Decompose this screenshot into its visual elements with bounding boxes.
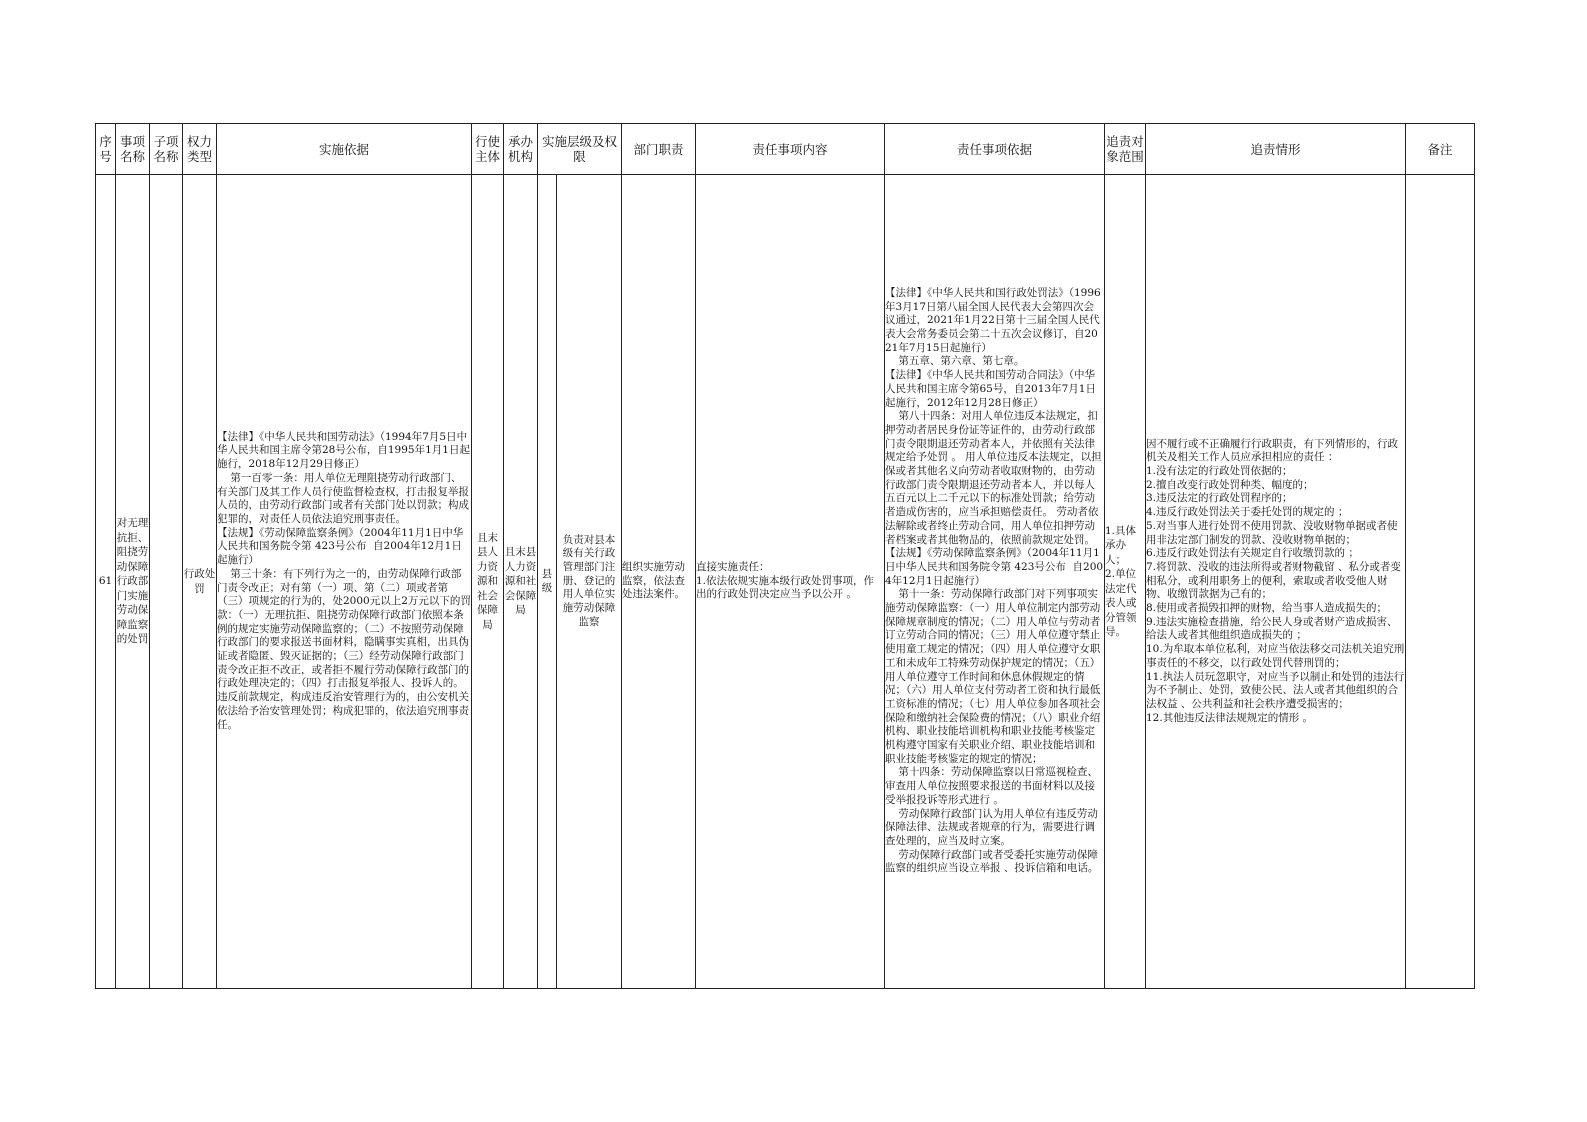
header-resp-basis: 责任事项依据 bbox=[885, 124, 1105, 175]
header-accountability-cases: 追责情形 bbox=[1146, 124, 1406, 175]
cell-resp-content: 直接实施责任： 1.依法依规实施本级行政处罚事项，作出的行政处罚决定应当予以公开 。 bbox=[696, 175, 885, 989]
header-sub-item-name: 子项名称 bbox=[150, 124, 183, 175]
cell-item-name: 对无理抗拒、阻挠劳动保障行政部门实施劳动保障监察的处罚 bbox=[116, 175, 150, 989]
header-resp-content: 责任事项内容 bbox=[696, 124, 885, 175]
responsibility-table bbox=[95, 123, 1475, 989]
cell-resp-basis: 【法律】《中华人民共和国行政处罚法》（1996年3月17日第八届全国人民代表大会第四次会议通过，2021年1月22日第十三届全国人民代表大会常务委员会第二十五次会议修订，自2021年7月15日起施行） 第五章、第六章、第七章。 【法律】《中华人民共和国劳动合同法》（中华人民共和国主席令第65号，自2013年7月1日起施行，2012年12月28日修正） 第八十四条：对用人单位违反本法规定，扣押劳动者居民身份证等证件的，由劳动行政部门责令限期退还劳动者本人，并依照有关法律规定给予处罚 。 用人单位违反本法规定，以担保或者其他名义向劳动者收取财物的，由劳动行政部门责令限期退还劳动者本人，并以每人五百元以上二千元以下的标准处罚款；给劳动者造成伤害的，应当承担赔偿责任。 劳动者依法解除或者终止劳动合同，用人单位扣押劳动者档案或者其他物品的，依照前款规定处罚。 【法规】《劳动保障监察条例》（2004年11月1日中华人民共和国务院令第 423号公布 自2004年12月1日起施行） 第十一条：劳动保障行政部门对下列事项实施劳动保障监察：（一）用人单位制定内部劳动保障规章制度的情况；（二）用人单位与劳动者订立劳动合同的情况；（三）用人单位遵守禁止使用童工规定的情况；（四）用人单位遵守女职工和未成年工特殊劳动保护规定的情况；（五）用人单位遵守工作时间和休息休假规定的情况；（六）用人单位支付劳动者工资和执行最低工资标准的情况；（七）用人单位参加各项社会保险和缴纳社会保险费的情况；（八）职业介绍机构、职业技能培训机构和职业技能考核鉴定机构遵守国家有关职业介绍、职业技能培训和职业技能考核鉴定的规定的情况； 第十四条：劳动保障监察以日常巡视检查、审查用人单位按照要求报送的书面材料以及接受举报投诉等形式进行 。 劳动保障行政部门认为用人单位有违反劳动保障法律、法规或者规章的行为，需要进行调查处理的，应当及时立案。 劳动保障行政部门或者受委托实施劳动保障监察的组织应当设立举报 、投诉信箱和电话。 bbox=[885, 175, 1105, 989]
cell-seq: 61 bbox=[96, 175, 116, 989]
cell-subject: 且末县人力资源和社会保障局 bbox=[472, 175, 504, 989]
header-subject: 行使主体 bbox=[472, 124, 504, 175]
header-undertaker: 承办机构 bbox=[504, 124, 538, 175]
cell-remarks bbox=[1406, 175, 1475, 989]
header-item-name: 事项名称 bbox=[116, 124, 150, 175]
cell-basis: 【法律】《中华人民共和国劳动法》（1994年7月5日中华人民共和国主席令第28号公布，自1995年1月1日起施行，2018年12月29日修正） 第一百零一条：用人单位无理阻挠劳动行政部门、有关部门及其工作人员行使监督检查权，打击报复举报人员的，由劳动行政部门或者有关部门处以罚款；构成犯罪的，对责任人员依法追究刑事责任。 【法规】《劳动保障监察条例》（2004年11月1日中华人民共和国务院令第 423号公布 自2004年12月1日起施行） 第三十条：有下列行为之一的，由劳动保障行政部门责令改正；对有第（一）项、第（二）项或者第（三）项规定的行为的，处2000元以上2万元以下的罚款：（一）无理抗拒、阻挠劳动保障行政部门依照本条例的规定实施劳动保障监察的；（二）不按照劳动保障行政部门的要求报送书面材料，隐瞒事实真相，出具伪证或者隐匿、毁灭证据的；（三）经劳动保障行政部门责令改正拒不改正，或者拒不履行劳动保障行政部门的行政处理决定的；（四）打击报复举报人、投诉人的。违反前款规定，构成违反治安管理行为的，由公安机关依法给予治安管理处罚；构成犯罪的，依法追究刑事责任。 bbox=[217, 175, 472, 989]
cell-power-type: 行政处罚 bbox=[183, 175, 217, 989]
header-level-authority: 实施层级及权限 bbox=[538, 124, 622, 175]
cell-accountability-cases: 因不履行或不正确履行行政职责，有下列情形的，行政机关及相关工作人员应承担相应的责任 ： 1.没有法定的行政处罚依据的； 2.擅自改变行政处罚种类、幅度的； 3.违反法定的行政处罚程序的； 4.违反行政处罚法关于委托处罚的规定的 ； 5.对当事人进行处罚不使用罚款、没收财物单据或者使用非法定部门制发的罚款、没收财物单据的； 6.违反行政处罚法有关规定自行收缴罚款的 ； 7.将罚款、没收的违法所得或者财物截留 、私分或者变相私分，或利用职务上的便利，索取或者收受他人财物、收缴罚款据为己有的； 8.使用或者损毁扣押的财物，给当事人造成损失的； 9.违法实施检查措施，给公民人身或者财产造成损害、给法人或者其他组织造成损失的 ； 10.为牟取本单位私利，对应当依法移交司法机关追究刑事责任的不移交，以行政处罚代替刑罚的； 11.执法人员玩忽职守，对应当予以制止和处罚的违法行为不予制止、处罚，致使公民、法人或者其他组织的合法权益 、公共利益和社会秩序遭受损害的； 12.其他违反法律法规规定的情形 。 bbox=[1146, 175, 1406, 989]
header-remarks: 备注 bbox=[1406, 124, 1475, 175]
table-row bbox=[96, 175, 1475, 989]
cell-sub-item-name bbox=[150, 175, 183, 989]
header-row bbox=[96, 124, 1475, 175]
header-dept-duty: 部门职责 bbox=[622, 124, 696, 175]
cell-undertaker: 且末县人力资源和社会保障局 bbox=[504, 175, 538, 989]
header-seq: 序号 bbox=[96, 124, 116, 175]
header-power-type: 权力类型 bbox=[183, 124, 217, 175]
cell-accountability-scope: 1.具体承办人； 2.单位法定代表人或分管领导。 bbox=[1105, 175, 1146, 989]
cell-level: 县级 bbox=[538, 175, 557, 988]
cell-authority: 负责对县本级有关行政管理部门注册、登记的用人单位实施劳动保障监察 bbox=[562, 533, 616, 628]
cell-dept-duty: 组织实施劳动监察，依法查处违法案件。 bbox=[622, 175, 696, 989]
header-basis: 实施依据 bbox=[217, 124, 472, 175]
header-accountability-scope: 追责对象范围 bbox=[1105, 124, 1146, 175]
cell-level-authority bbox=[538, 175, 622, 989]
